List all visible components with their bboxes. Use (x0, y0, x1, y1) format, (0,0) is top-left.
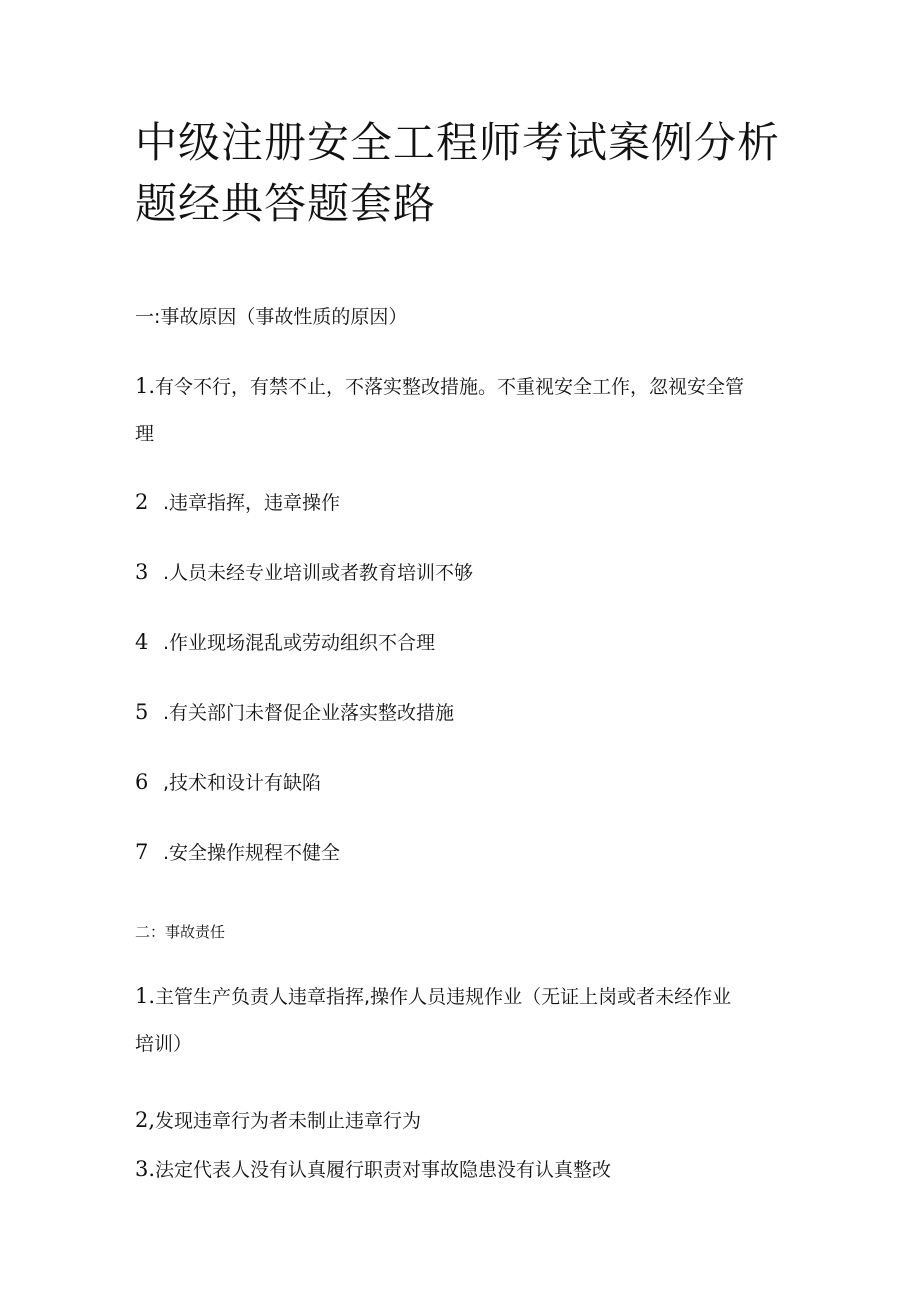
item-number: 2, (135, 1108, 156, 1132)
item-text: .违章指挥，违章操作 (163, 492, 341, 514)
section2-item-2 (135, 1109, 421, 1132)
item-text: ,技术和设计有缺陷 (163, 772, 322, 794)
document-title: 中级注册安全工程师考试案例分析题经典答题套路 (135, 118, 781, 228)
item-number: 3. (135, 1157, 156, 1181)
section2-item-1 (135, 985, 731, 1008)
section1-item-1 (135, 375, 744, 398)
section2-heading: 二：事故责任 (135, 923, 226, 941)
section1-item-1-continued: 理 (135, 423, 155, 445)
item-number: 7 (135, 840, 149, 864)
item-number: 1. (135, 374, 156, 398)
item-text: .有关部门未督促企业落实整改措施 (163, 702, 455, 724)
item-number: 6 (135, 770, 149, 794)
item-number: 5 (135, 700, 149, 724)
item-text: 有令不行，有禁不止，不落实整改措施。不重视安全工作，忽视安全管 (155, 376, 745, 398)
item-text: .人员未经专业培训或者教育培训不够 (163, 562, 474, 584)
item-text: .作业现场混乱或劳动组织不合理 (163, 632, 436, 654)
item-text: 主管生产负责人违章指挥,操作人员违规作业（无证上岗或者未经作业 (155, 986, 732, 1008)
item-text: 发现违章行为者未制止违章行为 (155, 1110, 422, 1132)
section1-heading: 一:事故原因（事故性质的原因） (135, 306, 408, 328)
section2-item-1-continued: 培训） (135, 1033, 193, 1055)
section1-item-7 (135, 841, 340, 864)
item-number: 3 (135, 560, 149, 584)
item-text: 法定代表人没有认真履行职责对事故隐患没有认真整改 (155, 1159, 612, 1181)
item-number: 4 (135, 630, 149, 654)
section1-item-6 (135, 771, 321, 794)
item-number: 2 (135, 490, 149, 514)
section1-item-2 (135, 491, 340, 514)
section1-item-3 (135, 561, 473, 584)
section1-item-5 (135, 701, 454, 724)
section1-item-4 (135, 631, 435, 654)
section2-item-3 (135, 1158, 611, 1181)
item-number: 1. (135, 984, 156, 1008)
item-text: .安全操作规程不健全 (163, 842, 341, 864)
